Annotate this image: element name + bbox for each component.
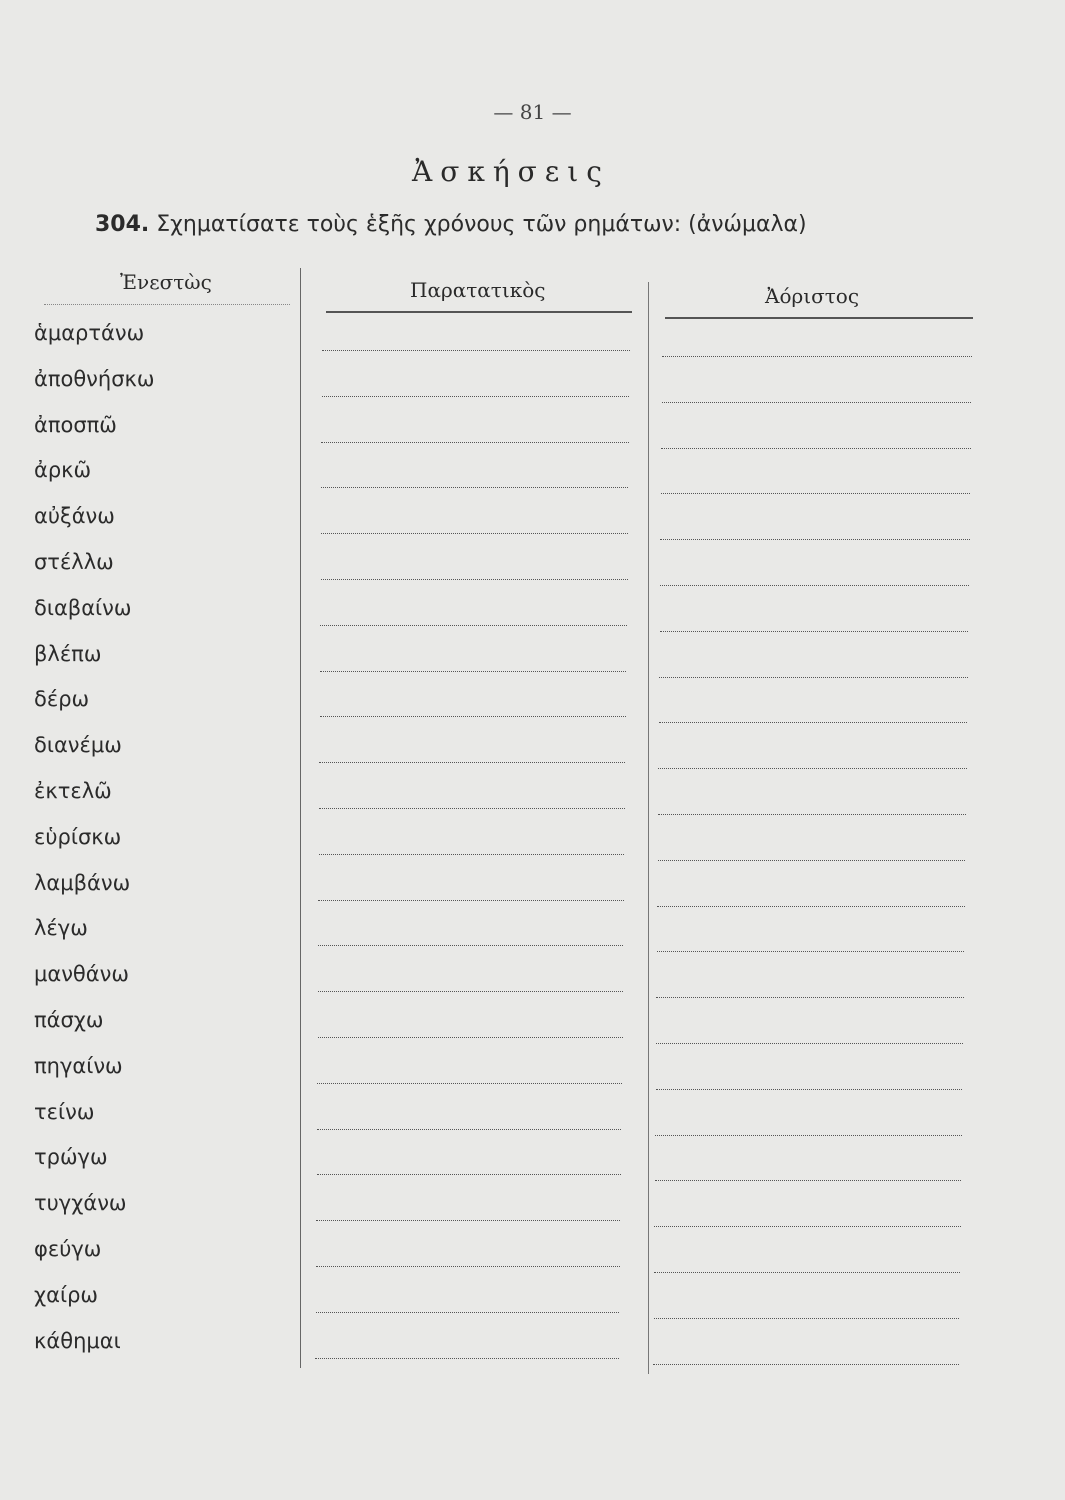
answer-line-aorist[interactable]	[654, 1226, 960, 1227]
verb-item: ἀρκῶ	[34, 458, 92, 483]
verb-item: πάσχω	[34, 1007, 104, 1032]
exercise-number: 304.	[95, 212, 150, 237]
verb-item: χαίρω	[34, 1282, 98, 1307]
header-rule-present	[44, 304, 290, 305]
verb-item: διανέμω	[34, 733, 122, 758]
verb-item: ἁμαρτάνω	[34, 321, 145, 345]
answer-line-imperfect[interactable]	[318, 991, 623, 992]
verb-list	[34, 318, 294, 1371]
answer-line-aorist[interactable]	[660, 585, 969, 586]
answer-line-imperfect[interactable]	[321, 487, 628, 488]
answer-line-imperfect[interactable]	[316, 1266, 620, 1267]
verb-item: λέγω	[34, 916, 88, 941]
verb-item: βλέπω	[34, 641, 102, 666]
answer-line-imperfect[interactable]	[317, 1129, 622, 1130]
answer-line-aorist[interactable]	[661, 493, 970, 494]
answer-line-aorist[interactable]	[656, 1043, 963, 1044]
answer-line-aorist[interactable]	[662, 356, 972, 357]
verb-item: στέλλω	[34, 549, 114, 574]
answer-line-aorist[interactable]	[658, 768, 966, 769]
verb-item: ἐκτελῶ	[34, 778, 112, 803]
column-divider-right	[648, 282, 649, 1374]
answer-line-imperfect[interactable]	[318, 1037, 623, 1038]
answer-line-aorist[interactable]	[662, 402, 972, 403]
answer-line-aorist[interactable]	[654, 1318, 960, 1319]
answer-line-aorist[interactable]	[660, 631, 969, 632]
answer-line-imperfect[interactable]	[322, 350, 630, 351]
instruction-text: Σχηματίσατε τοὺς ἑξῆς χρόνους τῶν ρημάτων: (ἀνώμαλα)	[156, 212, 807, 237]
verb-item: δέρω	[34, 687, 90, 712]
answer-line-imperfect[interactable]	[319, 762, 625, 763]
answer-line-imperfect[interactable]	[321, 533, 628, 534]
header-rule-aorist	[665, 317, 973, 319]
verb-item: κάθημαι	[34, 1328, 121, 1353]
verb-item: διαβαίνω	[34, 595, 132, 620]
answer-line-aorist[interactable]	[657, 951, 964, 952]
verb-item: ἀποσπῶ	[34, 412, 117, 437]
column-header-present: Ἐνεστὼς	[120, 270, 212, 294]
answer-line-aorist[interactable]	[656, 1089, 963, 1090]
verb-item: πηγαίνω	[34, 1053, 123, 1078]
answer-line-aorist[interactable]	[657, 906, 965, 907]
answer-line-imperfect[interactable]	[320, 716, 626, 717]
answer-line-imperfect[interactable]	[321, 442, 629, 443]
answer-line-imperfect[interactable]	[319, 854, 625, 855]
column-header-aorist: Ἀόριστος	[765, 284, 860, 308]
answer-line-imperfect[interactable]	[317, 1174, 621, 1175]
answer-line-imperfect[interactable]	[320, 625, 627, 626]
answer-line-imperfect[interactable]	[316, 1312, 620, 1313]
header-rule-imperfect	[326, 311, 632, 313]
answer-line-aorist[interactable]	[655, 1135, 962, 1136]
verb-item: τείνω	[34, 1099, 95, 1124]
answer-line-imperfect[interactable]	[318, 945, 623, 946]
answer-line-aorist[interactable]	[653, 1364, 959, 1365]
page-title: Ἀσκήσεις	[412, 155, 610, 188]
answer-line-aorist[interactable]	[658, 814, 966, 815]
answer-line-imperfect[interactable]	[315, 1358, 619, 1359]
answer-line-imperfect[interactable]	[317, 1083, 622, 1084]
answer-line-imperfect[interactable]	[319, 808, 625, 809]
answer-line-imperfect[interactable]	[321, 579, 628, 580]
answer-line-imperfect[interactable]	[316, 1220, 620, 1221]
verb-item: αὐξάνω	[34, 504, 115, 529]
answer-line-aorist[interactable]	[660, 539, 969, 540]
verb-item: τρώγω	[34, 1145, 108, 1170]
verb-item: μανθάνω	[34, 962, 129, 987]
answer-line-imperfect[interactable]	[322, 396, 630, 397]
answer-line-aorist[interactable]	[654, 1272, 960, 1273]
answer-line-aorist[interactable]	[656, 997, 963, 998]
verb-item: φεύγω	[34, 1236, 102, 1261]
answer-line-aorist[interactable]	[658, 860, 966, 861]
answer-line-aorist[interactable]	[655, 1180, 961, 1181]
exercise-instruction	[95, 212, 807, 237]
answer-line-imperfect[interactable]	[318, 900, 624, 901]
answer-line-aorist[interactable]	[659, 722, 967, 723]
column-header-imperfect: Παρατατικὸς	[410, 278, 546, 302]
answer-line-aorist[interactable]	[659, 677, 968, 678]
answer-line-aorist[interactable]	[661, 448, 971, 449]
column-divider-left	[300, 268, 301, 1368]
verb-item: ἀποθνήσκω	[34, 366, 155, 391]
verb-item: εὑρίσκω	[34, 824, 122, 849]
verb-item: τυγχάνω	[34, 1191, 127, 1216]
answer-line-imperfect[interactable]	[320, 671, 627, 672]
page-number: — 81 —	[493, 100, 572, 124]
verb-item: λαμβάνω	[34, 870, 131, 895]
